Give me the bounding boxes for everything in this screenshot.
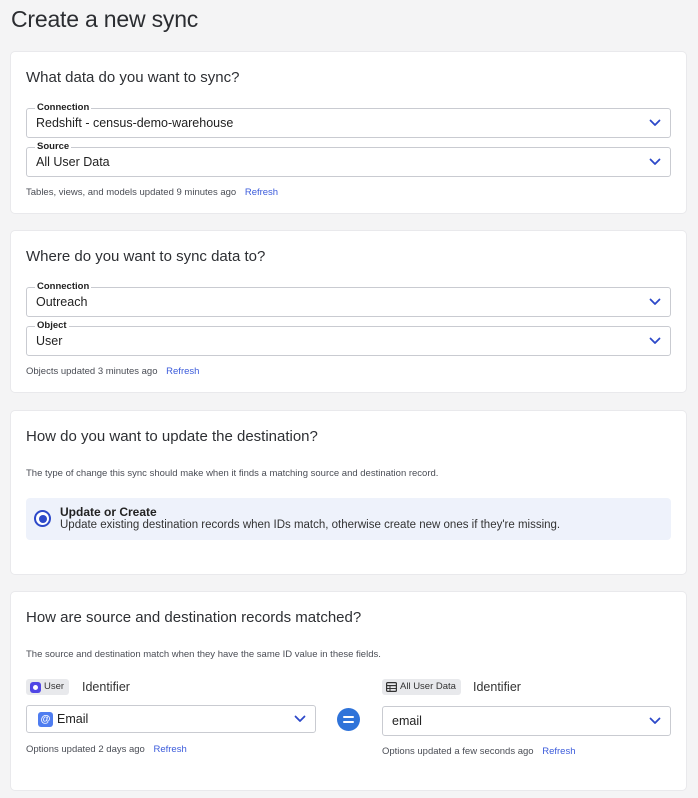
destination-object-badge <box>26 679 69 695</box>
destination-connection-select[interactable] <box>26 281 671 317</box>
destination-identifier-select[interactable] <box>26 705 316 733</box>
select-legend: Object <box>37 320 67 331</box>
match-description: The source and destination match when they have the same ID value in these fields. <box>26 649 381 660</box>
right-meta <box>382 746 575 757</box>
page-title: Create a new sync <box>11 6 199 32</box>
source-model-badge <box>382 679 461 695</box>
refresh-link[interactable]: Refresh <box>166 366 200 377</box>
identifier-label: Identifier <box>82 680 130 694</box>
update-mode-card <box>11 411 686 574</box>
chevron-down-icon <box>294 714 306 724</box>
equals-icon <box>337 708 360 731</box>
chevron-down-icon <box>649 157 661 167</box>
radio-selected-icon[interactable] <box>34 510 51 527</box>
refresh-link[interactable]: Refresh <box>153 744 187 755</box>
option-title: Update or Create <box>60 505 157 519</box>
meta-text: Objects updated 3 minutes ago <box>26 366 158 377</box>
field-value: Email <box>57 712 89 726</box>
source-meta <box>26 187 278 198</box>
chevron-down-icon <box>649 118 661 128</box>
option-description: Update existing destination records when IDs match, otherwise create new ones if they're missing. <box>60 519 561 531</box>
destination-card <box>11 231 686 392</box>
match-card-title: How are source and destination records matched? <box>26 609 362 626</box>
select-value: Redshift - census-demo-warehouse <box>36 116 234 130</box>
user-object-icon <box>30 682 41 693</box>
select-value: Outreach <box>36 295 88 309</box>
field-value: email <box>392 714 422 728</box>
select-legend: Source <box>37 141 70 152</box>
badge-label: User <box>44 681 65 692</box>
source-card-title: What data do you want to sync? <box>26 69 240 86</box>
badge-label: All User Data <box>400 681 456 692</box>
refresh-link[interactable]: Refresh <box>244 187 279 198</box>
match-card <box>11 592 686 790</box>
select-legend: Connection <box>37 281 90 292</box>
chevron-down-icon <box>649 716 661 726</box>
refresh-link[interactable]: Refresh <box>542 746 576 757</box>
source-connection-select[interactable] <box>26 102 671 138</box>
email-at-icon: @ <box>38 712 53 727</box>
update-description: The type of change this sync should make when it finds a matching source and destination record. <box>26 468 439 479</box>
meta-text: Tables, views, and models updated 9 minutes ago <box>26 187 237 198</box>
table-icon <box>386 682 397 692</box>
source-card <box>11 52 686 213</box>
source-select[interactable] <box>26 141 671 177</box>
chevron-down-icon <box>649 297 661 307</box>
destination-meta <box>26 366 199 377</box>
destination-card-title: Where do you want to sync data to? <box>26 248 266 265</box>
meta-text: Options updated 2 days ago <box>26 744 145 755</box>
left-meta <box>26 744 187 755</box>
select-legend: Connection <box>37 102 90 113</box>
update-or-create-option[interactable] <box>26 498 671 540</box>
meta-text: Options updated a few seconds ago <box>382 746 534 757</box>
chevron-down-icon <box>649 336 661 346</box>
select-value: All User Data <box>36 155 110 169</box>
source-identifier-select[interactable] <box>382 706 671 736</box>
destination-object-select[interactable] <box>26 320 671 356</box>
identifier-label: Identifier <box>473 680 521 694</box>
select-value: User <box>36 334 63 348</box>
update-card-title: How do you want to update the destination? <box>26 428 318 445</box>
